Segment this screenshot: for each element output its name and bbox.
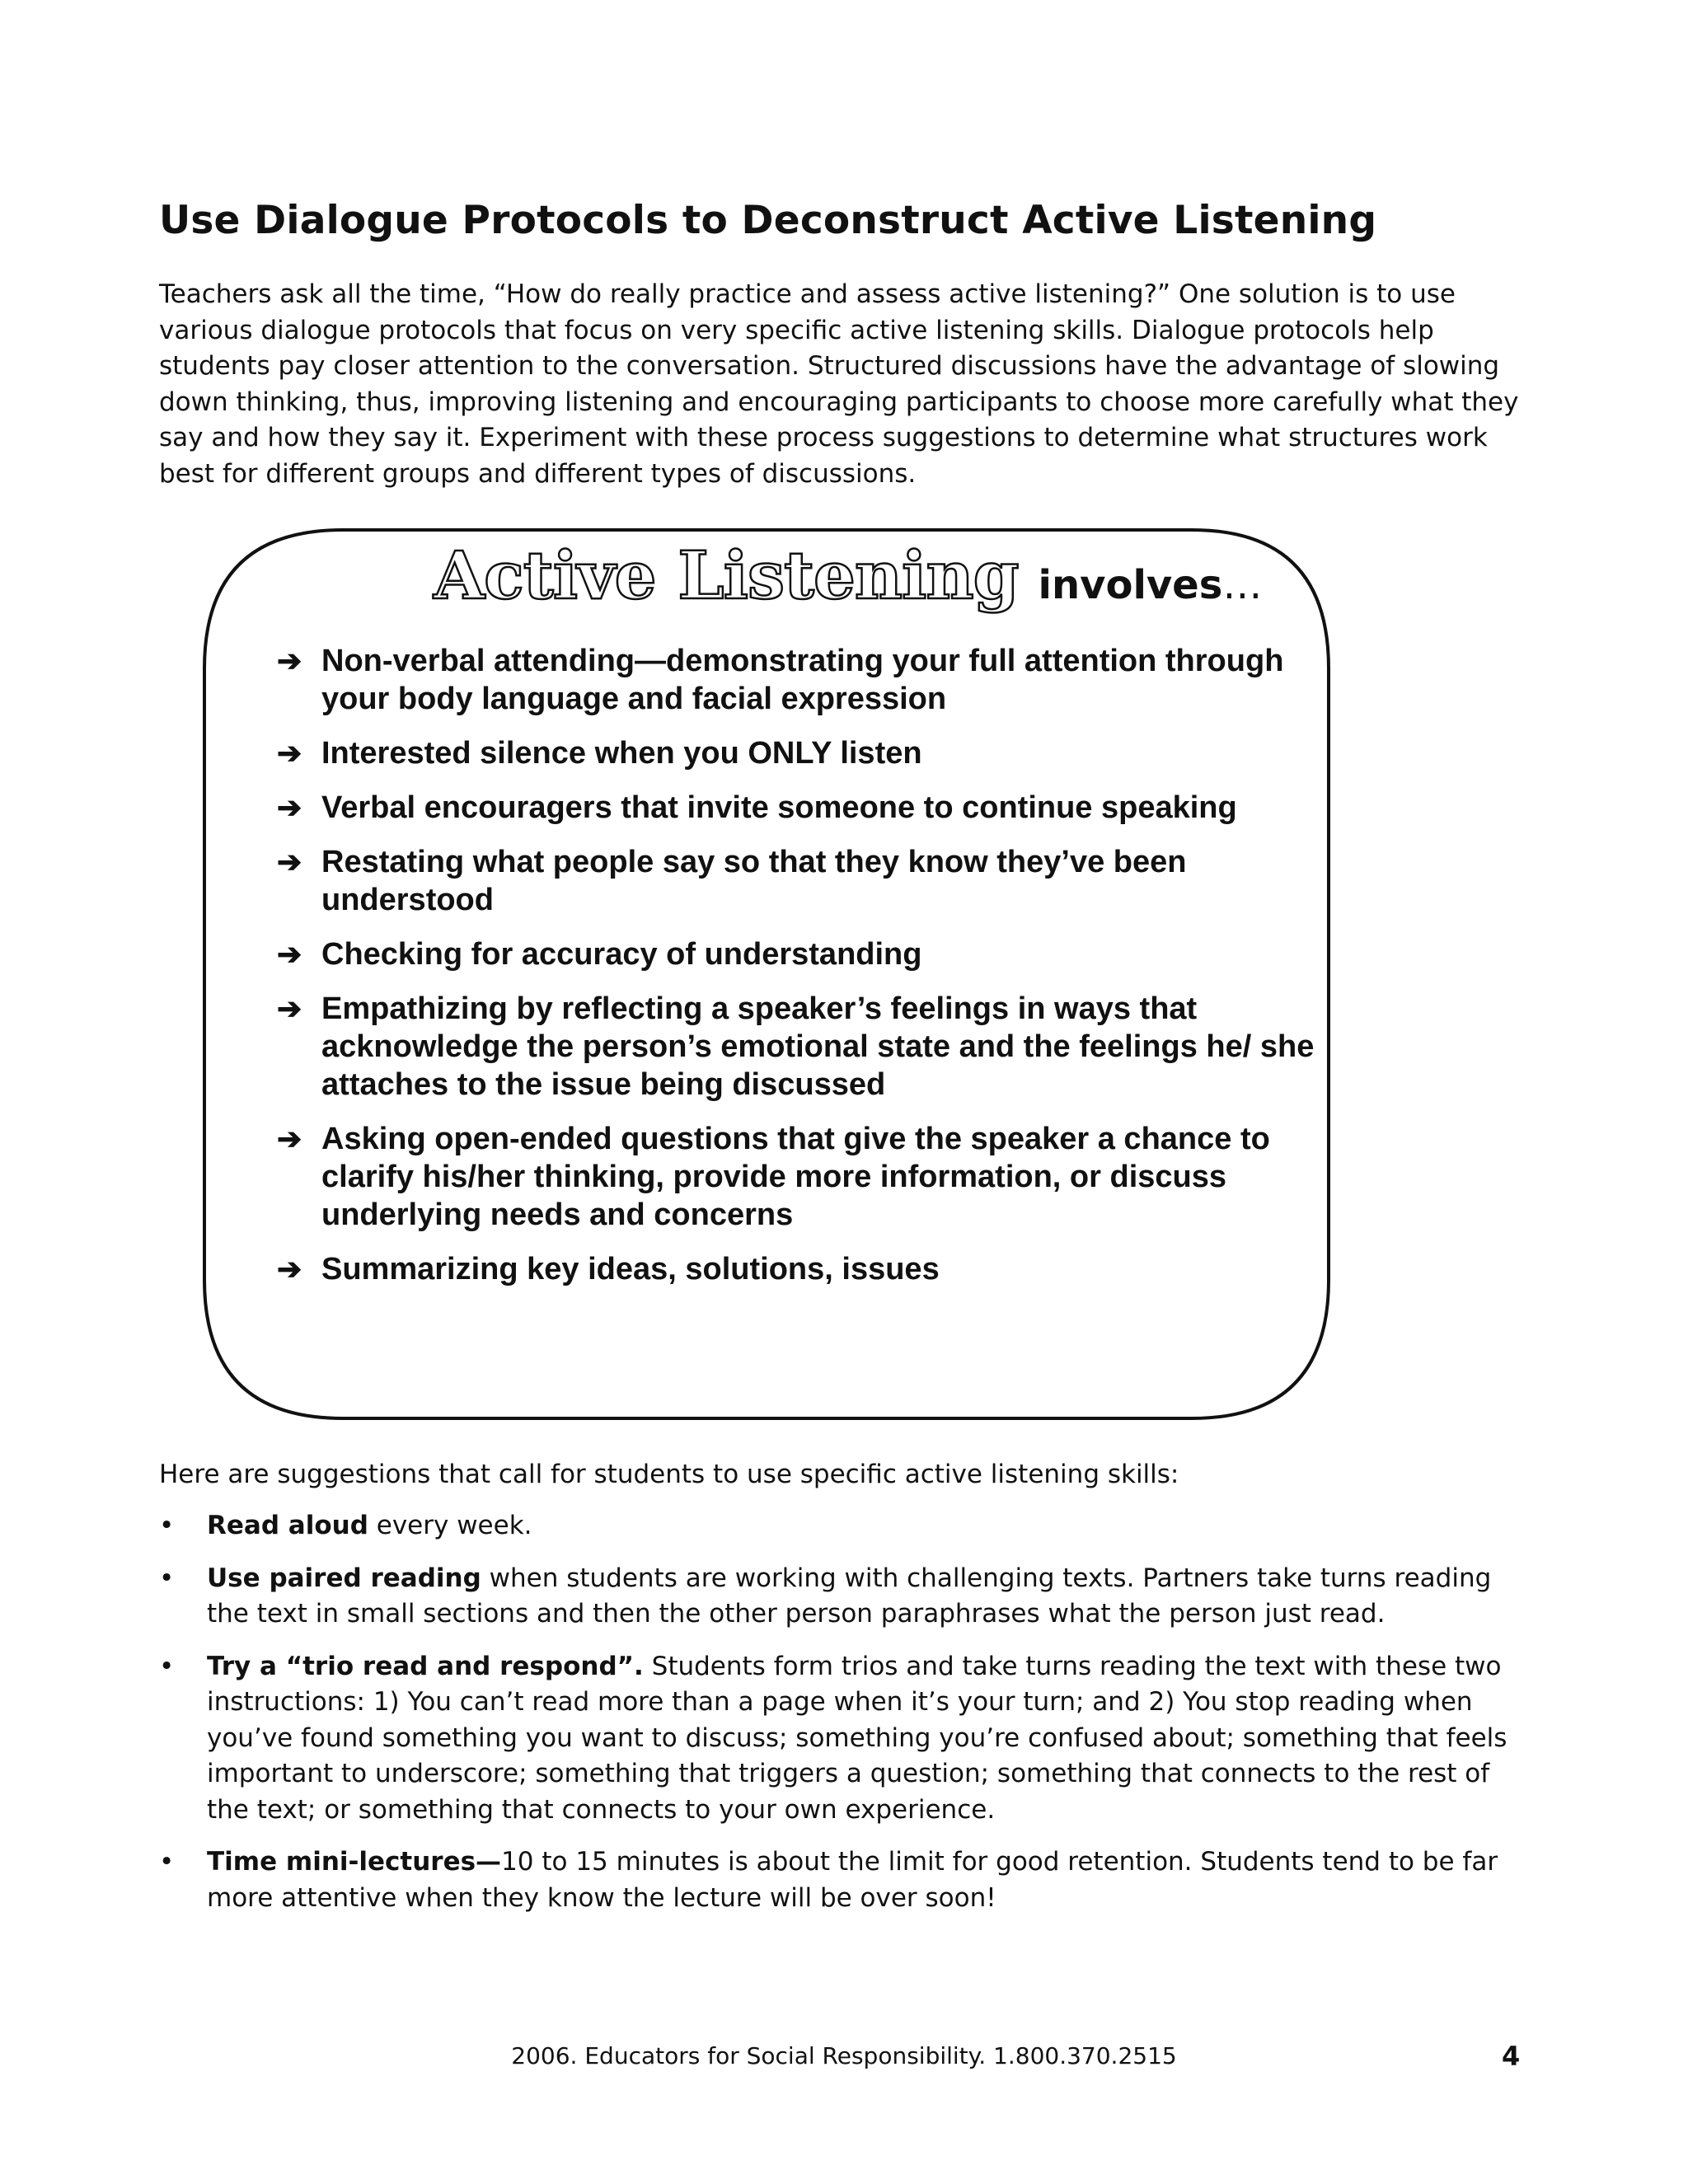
page-title: Use Dialogue Protocols to Deconstruct Active Listening	[159, 198, 1377, 243]
skill-item	[277, 734, 1315, 772]
skill-text: Summarizing key ideas, solutions, issues	[321, 1252, 940, 1286]
skill-text: Restating what people say so that they know they’ve been understood	[321, 845, 1187, 917]
skill-item	[277, 1120, 1315, 1234]
suggestion-item	[159, 1561, 1527, 1633]
skill-item	[277, 843, 1315, 919]
bullet-icon: •	[159, 1511, 175, 1540]
suggestion-body	[207, 1508, 1527, 1544]
callout-heading-outline: Active Listening	[434, 537, 1019, 614]
skill-item	[277, 1250, 1315, 1288]
suggestion-lead: Read aloud	[207, 1511, 368, 1540]
arrow-right-icon: ➔	[277, 644, 302, 677]
suggestion-text: every week.	[368, 1511, 532, 1540]
bullet-icon: •	[159, 1563, 175, 1593]
skill-text: Empathizing by reflecting a speaker’s feelings in ways that acknowledge the person’s emotional state and the feelings he/ she attaches to the issue being discussed	[321, 991, 1315, 1102]
callout-heading-ellipsis: …	[1222, 562, 1263, 608]
intro-paragraph: Teachers ask all the time, “How do really practice and assess active listening?” One solution is to use various dialogue protocols that focus on very specific active listening skills. Dialogue protocols help students pay closer attention to the conversation. Structured discussions have the advantage of slowing down thinking, thus, improving listening and encouraging participants to choose more carefully what they say and how they say it. Experiment with these process suggestions to determine what structures work best for different groups and different types of discussions.	[159, 279, 1519, 489]
suggestion-body	[207, 1561, 1527, 1633]
suggestion-body	[207, 1844, 1527, 1916]
skill-text: Asking open-ended questions that give the speaker a chance to clarify his/her thinking, provide more information, or discuss underlying needs and concerns	[321, 1122, 1270, 1232]
bullet-icon: •	[159, 1847, 175, 1877]
skill-text: Checking for accuracy of understanding	[321, 937, 922, 972]
arrow-right-icon: ➔	[277, 1122, 302, 1155]
suggestion-lead: Use paired reading	[207, 1563, 481, 1593]
skill-text: Verbal encouragers that invite someone to continue speaking	[321, 790, 1237, 825]
arrow-right-icon: ➔	[277, 845, 302, 879]
page-number: 4	[1502, 2041, 1521, 2072]
skill-item	[277, 789, 1315, 827]
skill-item	[277, 990, 1315, 1104]
page-footer: 2006. Educators for Social Responsibility. 1.800.370.2515	[511, 2042, 1177, 2069]
suggestion-text: Students form trios and take turns reading the text with these two instructions: 1) You can’t read more than a page when it’s your turn; and 2) You stop reading when you’ve found something you want to discuss; something you’re confused about; something that feels important to underscore; something that triggers a question; something that connects to the rest of the text; or something that connects to your own experience.	[207, 1651, 1507, 1825]
suggestion-text: 10 to 15 minutes is about the limit for good retention. Students tend to be far more attentive when they know the lecture will be over soon!	[207, 1847, 1498, 1913]
suggestion-lead: Time mini-lectures—	[207, 1847, 502, 1877]
callout-heading	[434, 537, 1262, 614]
suggestion-body	[207, 1649, 1527, 1829]
arrow-right-icon: ➔	[277, 790, 302, 824]
skills-list	[277, 642, 1315, 1305]
skill-item	[277, 642, 1315, 718]
arrow-right-icon: ➔	[277, 736, 302, 770]
arrow-right-icon: ➔	[277, 1252, 302, 1286]
skill-text: Non-verbal attending—demonstrating your full attention through your body language and facial expression	[321, 644, 1284, 716]
suggestion-item	[159, 1508, 1527, 1544]
suggestion-item	[159, 1649, 1527, 1829]
suggestions-list	[159, 1508, 1527, 1933]
skill-item	[277, 935, 1315, 973]
suggestions-intro: Here are suggestions that call for students to use specific active listening skills:	[159, 1460, 1179, 1489]
active-listening-callout	[203, 528, 1332, 1420]
suggestion-item	[159, 1844, 1527, 1916]
suggestion-lead: Try a “trio read and respond”.	[207, 1651, 644, 1681]
skill-text: Interested silence when you ONLY listen	[321, 736, 922, 771]
callout-heading-involves: involves	[1038, 562, 1223, 608]
arrow-right-icon: ➔	[277, 937, 302, 971]
arrow-right-icon: ➔	[277, 991, 302, 1025]
bullet-icon: •	[159, 1651, 175, 1681]
suggestion-text: when students are working with challenging texts. Partners take turns reading the text in small sections and then the other person paraphrases what the person just read.	[207, 1563, 1492, 1629]
